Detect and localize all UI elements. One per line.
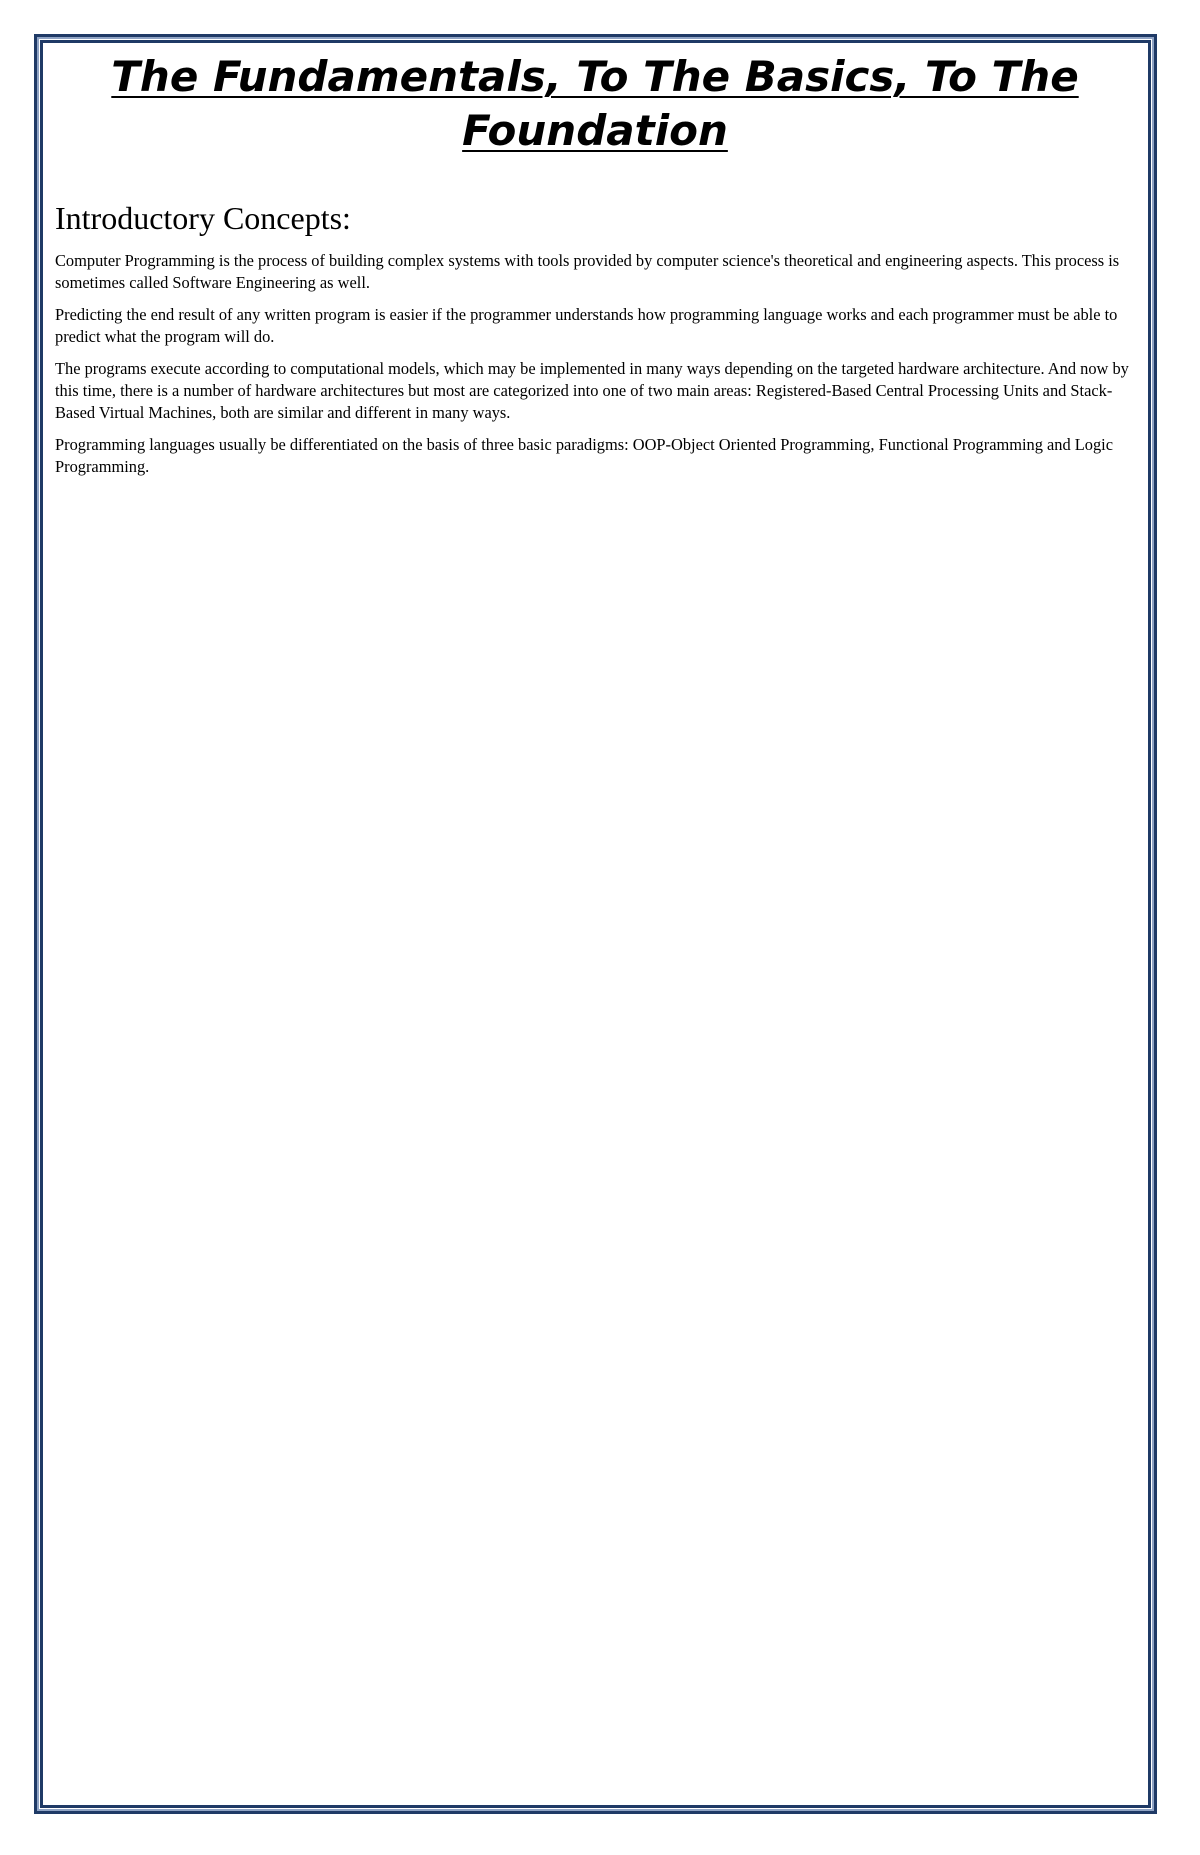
document-content [55, 50, 1135, 488]
section-heading: Introductory Concepts: [55, 200, 351, 236]
paragraph-4: Programming languages usually be differentiated on the basis of three basic paradigms: OOP-Object Oriented Programming, Functional Programming and Logic Programming. [55, 435, 1114, 476]
paragraph-1: Computer Programming is the process of building complex systems with tools provided by computer science's theoretical and engineering aspects. This process is sometimes called Software Engineering as well. [55, 251, 1120, 292]
document-title: The Fundamentals, To The Basics, To The Foundation [111, 52, 1079, 155]
paragraph-2: Predicting the end result of any written program is easier if the programmer understands how programming language works and each programmer must be able to predict what the program will do. [55, 305, 1118, 346]
paragraph-3: The programs execute according to computational models, which may be implemented in many ways depending on the targeted hardware architecture. And now by this time, there is a number of hardware architectures but most are categorized into one of two main areas: Registered-Based Central Processing Units and Stack-Based Virtual Machines, both are similar and different in many ways. [55, 359, 1129, 422]
